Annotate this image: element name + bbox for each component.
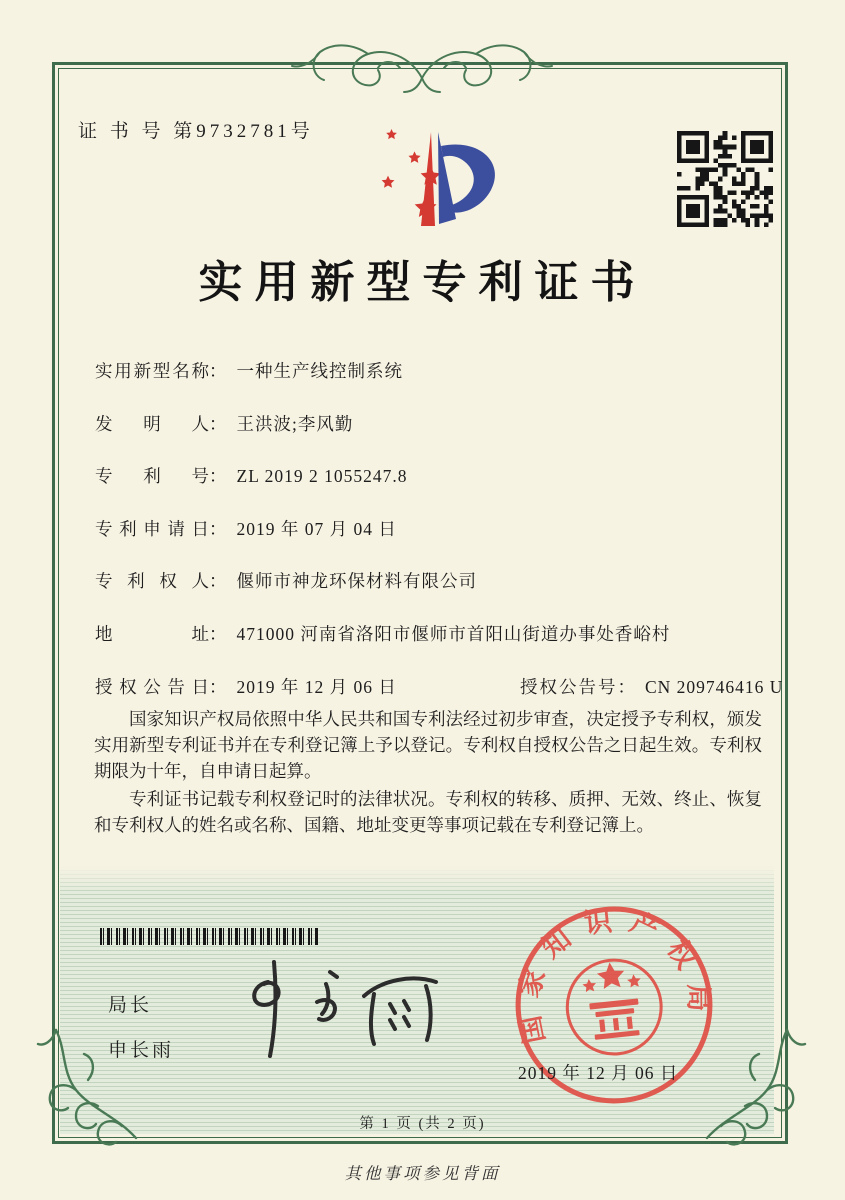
field-label: 发明人 — [95, 414, 209, 434]
field-row-grant-number — [520, 674, 783, 699]
field-value: 一种生产线控制系统 — [236, 361, 403, 381]
field-colon: ： — [617, 677, 635, 697]
field-value: 2019 年 07 月 04 日 — [236, 519, 397, 539]
field-row-inventor — [95, 411, 353, 436]
barcode — [100, 928, 318, 945]
field-row-grant-date — [95, 674, 784, 699]
certificate-number: 证 书 号 第9732781号 — [78, 121, 314, 142]
commissioner-name: 申长雨 — [108, 1040, 175, 1061]
field-label: 专利申请日 — [95, 519, 209, 539]
field-value: 偃师市神龙环保材料有限公司 — [236, 571, 477, 591]
field-colon: ： — [209, 414, 227, 434]
field-value: ZL 2019 2 1055247.8 — [236, 466, 408, 486]
page-title: 实用新型专利证书 — [198, 258, 647, 307]
national-emblem-icon — [563, 955, 666, 1058]
field-value: CN 209746416 U — [645, 677, 784, 697]
field-row-patentee — [95, 568, 477, 593]
field-label: 实用新型名称 — [95, 361, 209, 381]
field-colon: ： — [209, 571, 227, 591]
qr-code — [677, 131, 773, 227]
field-colon: ： — [209, 466, 227, 486]
field-label: 授权公告日 — [95, 677, 209, 697]
field-value: 2019 年 12 月 06 日 — [236, 677, 397, 697]
back-note: 其他事项参见背面 — [344, 1164, 501, 1183]
field-value: 471000 河南省洛阳市偃师市首阳山街道办事处香峪村 — [236, 624, 671, 644]
commissioner-signature-icon — [222, 948, 457, 1066]
page-number: 第 1 页 (共 2 页) — [359, 1116, 486, 1132]
field-row-address — [95, 621, 670, 646]
seal-date: 2019 年 12 月 06 日 — [518, 1063, 679, 1083]
legal-paragraph-2: 专利证书记载专利权登记时的法律状况。专利权的转移、质押、无效、终止、恢复和专利权人的姓名或名称、国籍、地址变更等事项记载在专利登记簿上。 — [94, 789, 762, 835]
legal-text — [94, 706, 762, 840]
seal-text: 国家知识产权局 — [511, 903, 715, 1047]
field-colon: ： — [209, 519, 227, 539]
field-label: 地址 — [95, 624, 209, 644]
field-colon: ： — [209, 677, 227, 697]
cnipa-logo-icon — [343, 120, 513, 244]
field-row-invention-name — [95, 358, 403, 383]
field-colon: ： — [209, 624, 227, 644]
field-label: 专利号 — [95, 466, 209, 486]
field-label: 专利权人 — [95, 571, 209, 591]
field-label: 授权公告号 — [520, 677, 618, 697]
commissioner-label: 局长 — [108, 995, 153, 1016]
legal-paragraph-1: 国家知识产权局依照中华人民共和国专利法经过初步审查，决定授予专利权，颁发实用新型专利证书并在专利登记簿上予以登记。专利权自授权公告之日起生效。专利权期限为十年，自申请日起算。 — [94, 709, 762, 781]
field-row-filing-date — [95, 516, 397, 541]
field-colon: ： — [209, 361, 227, 381]
field-row-patent-number — [95, 463, 407, 488]
field-value: 王洪波;李风勤 — [236, 414, 354, 434]
